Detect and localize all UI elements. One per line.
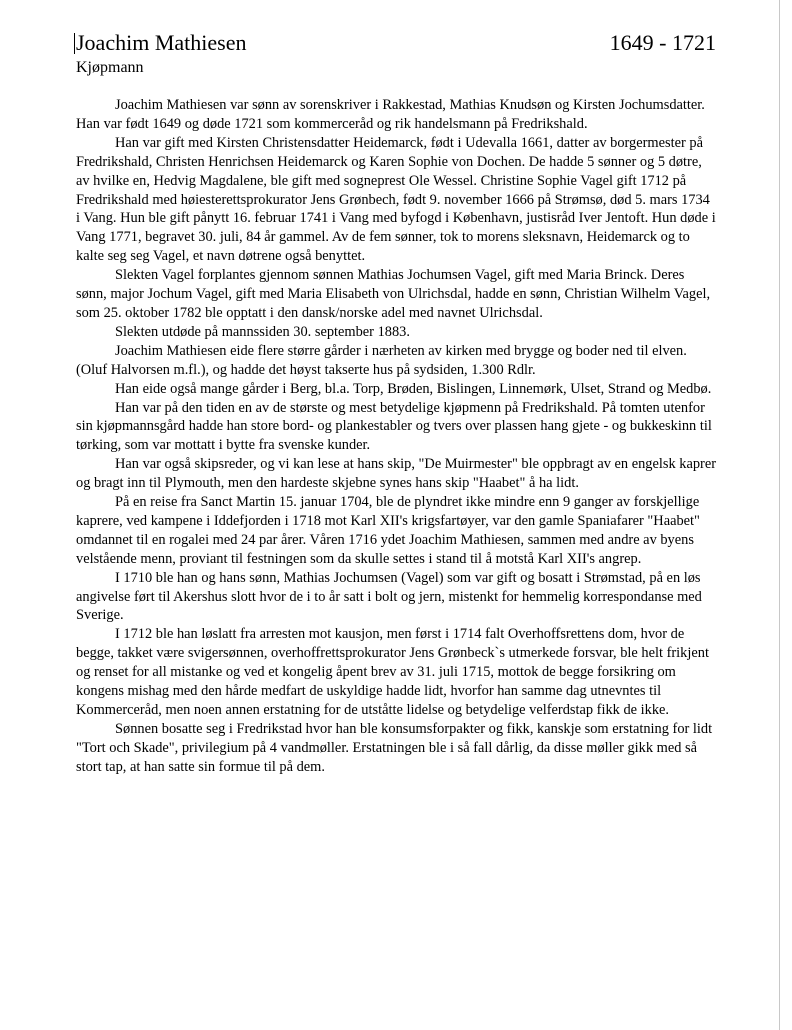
page-edge: [779, 0, 780, 1030]
document-title: Joachim Mathiesen: [76, 30, 247, 55]
paragraph: Slekten Vagel forplantes gjennom sønnen Mathias Jochumsen Vagel, gift med Maria Brinck. Deres sønn, major Jochum Vagel, gift med Maria Elisabeth von Ulrichsdal, hadde en sønn, Christian Wilhelm Vagel, som 25. oktober 1782 ble opptatt i den dansk/norske adel med navnet Ulrichsdal.: [76, 267, 711, 321]
title-name-wrap[interactable]: [76, 30, 246, 56]
document-years: 1649 - 1721: [609, 30, 716, 55]
paragraph: Joachim Mathiesen eide flere større gårder i nærheten av kirken med brygge og boder ned til elven. (Oluf Halvorsen m.fl.), og hadde det høyst takserte hus på sydsiden, 1.300 Rdlr.: [76, 342, 687, 378]
title-row: [76, 30, 716, 56]
paragraph: Han var også skipsreder, og vi kan lese at hans skip, "De Muirmester" ble oppbragt av en engelsk kaprer og bragt inn til Plymouth, men den hardeste skjebne synes hans skip "Haabet" å ha lidt.: [76, 456, 717, 492]
text-cursor: [74, 33, 75, 54]
paragraph: Joachim Mathiesen var sønn av sorenskriver i Rakkestad, Mathias Knudsøn og Kirsten Jochumsdatter. Han var født 1649 og døde 1721 som kommerceråd og rik handelsmann på Fredrikshald.: [76, 97, 705, 132]
document-subtitle: Kjøpmann: [76, 59, 144, 76]
paragraph: Han eide også mange gårder i Berg, bl.a. Torp, Brøden, Bislingen, Linnemørk, Ulset, Strand og Medbø.: [115, 380, 712, 397]
paragraph: Sønnen bosatte seg i Fredrikstad hvor han ble konsumsforpakter og fikk, kanskje som erstatning for lidt "Tort och Skade", privilegium på 4 vandmøller. Erstatningen ble i så fall dårlig, da disse møller gikk med så stort tap, at han satte sin formue til på dem.: [76, 720, 713, 775]
document-page: [76, 30, 716, 777]
paragraph: I 1712 ble han løslatt fra arresten mot kausjon, men først i 1714 falt Overhoffsrettens dom, hvor de begge, takket være svigersønnen, overhoffrettsprokurator Jens Grønbeck`s utmerkede forsvar, ble helt frikjent og renset for all mistanke og ved et kongelig åpent brev av 31. juli 1715, mottok de begge forsikring om kongens mishag med den hårde medfart de uskyldige hadde lidt, hvorfor han samme dag utnevntes til Kommerceråd, men noen annen erstatning for de utståtte lidelse og betydelige velferdstap fikk de ikke.: [76, 626, 709, 718]
paragraph: I 1710 ble han og hans sønn, Mathias Jochumsen (Vagel) som var gift og bosatt i Strømstad, på en løs angivelse ført til Akershus slott hvor de i to år satt i bolt og jern, mistenkt for hemmelig korrespondanse med Sverige.: [76, 569, 702, 624]
paragraph: Slekten utdøde på mannssiden 30. september 1883.: [115, 323, 410, 340]
document-body: [76, 96, 716, 777]
paragraph: Han var gift med Kirsten Christensdatter Heidemarck, født i Udevalla 1661, datter av borgermester på Fredrikshald, Christen Henrichsen Heidemarck og Karen Sophie von Dochen. De hadde 5 sønner og 5 døtre, av hvilke en, Hedvig Magdalene, ble gift med sogneprest Ole Wessel. Christine Sophie Vagel gift 1712 på Fredrikshald med høiesterettsprokurator Jens Grønbech, født 9. november 1666 på Strømsø, død 5. mars 1734 i Vang. Hun ble gift pånytt 16. februar 1741 i Vang med byfogd i København, justisråd Iver Jentoft. Hun døde i Vang 1771, begravet 30. juli, 84 år gammel. Av de fem sønner, tok to morens sleksnavn, Heidemarck og to kalte seg seg Vagel, et navn døtrene også benyttet.: [76, 134, 716, 265]
paragraph: Han var på den tiden en av de største og mest betydelige kjøpmenn på Fredrikshald. På tomten utenfor sin kjøpmannsgård hadde han store bord- og plankestabler og tvers over plassen hang gjete - og bukkeskinn til tørking, som var mottatt i bytte fra svenske kunder.: [76, 399, 712, 454]
paragraph: På en reise fra Sanct Martin 15. januar 1704, ble de plyndret ikke mindre enn 9 ganger av forskjellige kaprere, ved kampene i Iddefjorden i 1718 mot Karl XII's krigsfartøyer, var den gamle Spaniafarer "Haabet" omdannet til en rogalei med 24 par årer. Våren 1716 ydet Joachim Mathiesen, sammen med andre av byens velstående menn, proviant til festningen som da skulle settes i stand til å motstå Karl XII's angrep.: [76, 494, 700, 567]
